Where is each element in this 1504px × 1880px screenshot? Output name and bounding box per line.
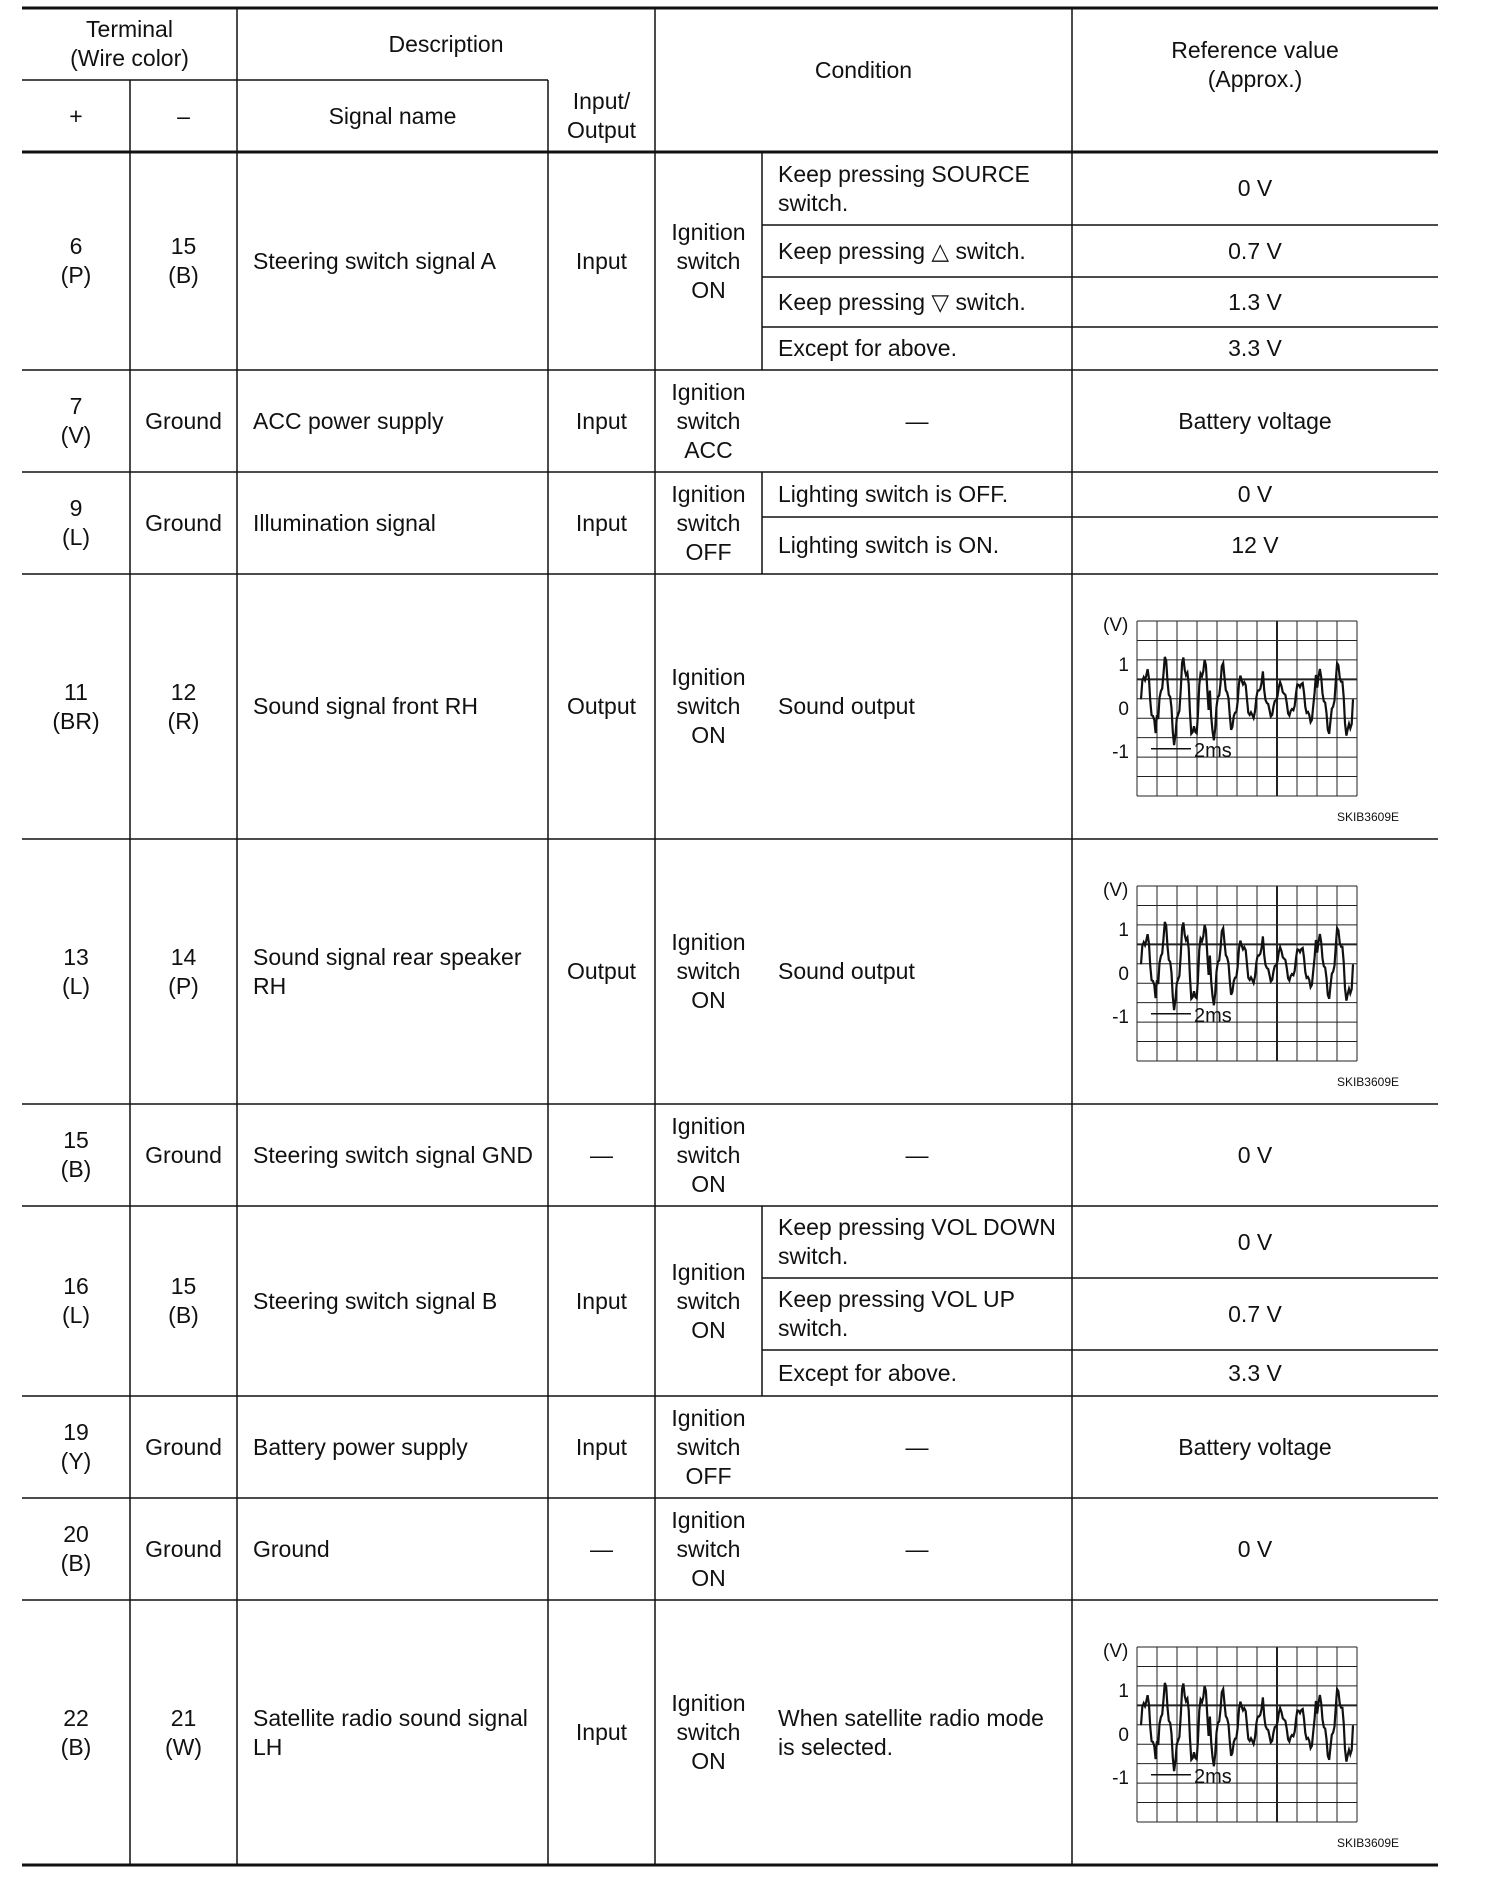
terminal-plus-line: 16 — [63, 1273, 89, 1299]
header-signal-name-line: Signal name — [328, 102, 457, 129]
graph-tick-label: -1 — [1112, 1768, 1129, 1789]
condition-detail — [762, 574, 1072, 839]
condition-detail-line: — — [905, 1433, 929, 1460]
ignition-condition-line: ON — [691, 1564, 726, 1591]
graph-tick-label: 0 — [1118, 699, 1129, 720]
condition-detail — [762, 1600, 1072, 1865]
terminal-minus — [130, 574, 237, 839]
condition-detail-line: — — [905, 1535, 929, 1562]
input-output-line: Input — [575, 247, 628, 274]
terminal-plus-line: (B) — [60, 1156, 92, 1182]
terminal-plus — [22, 1600, 130, 1865]
terminal-minus-line: (B) — [168, 1302, 199, 1328]
condition-detail — [762, 1396, 1072, 1498]
ignition-condition-line: Ignition — [671, 1112, 746, 1139]
ignition-condition-line: Ignition — [671, 664, 746, 690]
condition-detail — [762, 1206, 1072, 1278]
condition-detail-line: When satellite radio mode — [778, 1704, 1044, 1731]
terminal-minus-line: 12 — [170, 678, 197, 705]
header-signal-name — [237, 80, 548, 152]
terminal-minus — [130, 1396, 237, 1498]
waveform-trace — [1141, 1683, 1353, 1771]
header-reference — [1072, 8, 1438, 122]
header-input-output — [548, 80, 655, 152]
header-minus — [130, 80, 237, 152]
input-output-line: — — [590, 1141, 613, 1168]
ignition-condition-line: switch — [676, 1535, 741, 1562]
terminal-plus — [22, 1206, 130, 1396]
ignition-condition — [655, 574, 762, 839]
graph-tick-label: 0 — [1118, 964, 1129, 985]
ignition-condition-line: ACC — [684, 436, 733, 463]
ignition-condition — [655, 152, 762, 370]
header-description-line: Description — [388, 30, 504, 57]
header-terminal-line: (Wire color) — [70, 45, 189, 71]
reference-value — [1072, 1396, 1438, 1498]
signal-name — [237, 1396, 548, 1498]
terminal-plus-line: (L) — [61, 1302, 91, 1328]
ignition-condition-line: switch — [676, 247, 741, 274]
signal-name-line: ACC power supply — [253, 407, 444, 434]
graph-tick-label: 0 — [1118, 1725, 1129, 1746]
header-terminal — [22, 8, 237, 80]
terminal-plus — [22, 152, 130, 370]
condition-detail-line: Keep pressing SOURCE — [778, 160, 1030, 187]
condition-detail — [762, 1350, 1072, 1396]
ignition-condition-line: switch — [676, 1287, 741, 1314]
condition-detail — [762, 839, 1072, 1104]
reference-value-line: 3.3 V — [1228, 1359, 1282, 1386]
ignition-condition-line: ON — [691, 1748, 726, 1774]
input-output-line: — — [590, 1535, 613, 1562]
terminal-plus-line: (B) — [60, 1733, 92, 1760]
input-output — [548, 1206, 655, 1396]
terminal-plus-line: 20 — [63, 1521, 89, 1547]
signal-name-line: Steering switch signal A — [253, 247, 496, 274]
terminal-plus-line: (Y) — [60, 1448, 92, 1474]
waveform-trace — [1141, 922, 1353, 1010]
terminal-minus-line: (B) — [168, 262, 199, 288]
condition-detail-line: switch. — [778, 1243, 849, 1269]
condition-detail-line: Except for above. — [778, 335, 957, 361]
condition-detail — [762, 225, 1072, 277]
graph-tick-label: -1 — [1112, 742, 1129, 763]
terminal-plus — [22, 1104, 130, 1206]
terminal-minus-line: (W) — [164, 1733, 203, 1760]
header-reference-line: (Approx.) — [1207, 66, 1303, 92]
figure-code: SKIB3609E — [1336, 1836, 1399, 1850]
signal-name — [237, 1104, 548, 1206]
signal-name — [237, 472, 548, 574]
reference-value — [1072, 1350, 1438, 1396]
terminal-plus — [22, 472, 130, 574]
terminal-plus — [22, 574, 130, 839]
terminal-plus-line: (BR) — [52, 707, 100, 734]
ignition-condition — [655, 1206, 762, 1396]
graph-time-label: 2ms — [1194, 1004, 1232, 1027]
condition-detail — [762, 152, 1072, 225]
reference-value-line: 1.3 V — [1228, 288, 1282, 315]
ignition-condition-line: Ignition — [671, 1258, 746, 1285]
ignition-condition-line: ON — [691, 1170, 726, 1197]
graph-tick-label: 1 — [1118, 920, 1129, 941]
reference-value-line: 0 V — [1237, 1228, 1273, 1255]
input-output-line: Output — [566, 693, 637, 719]
reference-value-line: 0.7 V — [1228, 1300, 1282, 1327]
signal-name — [237, 1600, 548, 1865]
reference-value — [1072, 517, 1438, 574]
terminal-minus-line: Ground — [145, 1535, 222, 1562]
ignition-condition-line: ON — [691, 722, 726, 748]
reference-value-line: Battery voltage — [1178, 1433, 1332, 1460]
header-input-output-line: Input/ — [572, 88, 631, 114]
input-output-line: Input — [575, 407, 628, 434]
reference-value-line: 0 V — [1237, 1535, 1273, 1562]
reference-value — [1072, 472, 1438, 517]
reference-value-line: 0 V — [1237, 1141, 1273, 1168]
terminal-minus — [130, 370, 237, 472]
signal-name — [237, 574, 548, 839]
graph-unit-label: (V) — [1103, 880, 1129, 901]
reference-value-line: Battery voltage — [1178, 407, 1332, 434]
ignition-condition-line: ON — [691, 1316, 726, 1343]
reference-value — [1072, 277, 1438, 327]
reference-value-line: 0 V — [1237, 175, 1273, 201]
terminal-minus-line: Ground — [145, 1433, 222, 1460]
ignition-condition — [655, 1104, 762, 1206]
input-output-line: Input — [575, 509, 628, 536]
signal-name — [237, 1498, 548, 1600]
condition-detail-line: Lighting switch is ON. — [778, 532, 1000, 558]
terminal-minus-line: Ground — [145, 1141, 222, 1168]
condition-detail-line: — — [905, 1141, 929, 1168]
header-condition — [655, 8, 1072, 132]
input-output-line: Input — [575, 1287, 628, 1314]
signal-name — [237, 370, 548, 472]
signal-name — [237, 839, 548, 1104]
terminal-minus — [130, 152, 237, 370]
terminal-plus — [22, 1396, 130, 1498]
terminal-minus-line: (P) — [168, 972, 199, 999]
terminal-plus — [22, 1498, 130, 1600]
condition-detail — [762, 1104, 1072, 1206]
condition-detail-line: Sound output — [778, 958, 915, 984]
signal-name — [237, 152, 548, 370]
condition-detail-line: Keep pressing △ switch. — [778, 237, 1026, 264]
reference-value — [1072, 1104, 1438, 1206]
terminal-plus-line: (P) — [60, 262, 92, 288]
ignition-condition — [655, 1396, 762, 1498]
ignition-condition-line: switch — [676, 407, 741, 434]
terminal-plus-line: 15 — [63, 1127, 89, 1153]
waveform-graph — [1137, 621, 1357, 796]
ignition-condition — [655, 1498, 762, 1600]
terminal-minus — [130, 1206, 237, 1396]
signal-name-line: Sound signal rear speaker — [253, 943, 522, 970]
ignition-condition-line: switch — [676, 1141, 741, 1168]
terminal-plus — [22, 370, 130, 472]
input-output — [548, 472, 655, 574]
terminal-minus-line: 15 — [170, 233, 197, 259]
terminal-plus-line: (L) — [61, 524, 91, 550]
signal-name-line: RH — [253, 972, 287, 999]
ignition-condition-line: Ignition — [671, 378, 746, 405]
condition-detail-line: Keep pressing VOL DOWN — [778, 1214, 1056, 1240]
ignition-condition-line: ON — [691, 276, 726, 303]
ignition-condition-line: Ignition — [671, 1506, 746, 1533]
condition-detail-line: switch. — [778, 189, 849, 216]
waveform-graph — [1137, 886, 1357, 1061]
condition-detail-line: Keep pressing ▽ switch. — [778, 288, 1026, 315]
header-plus-line: + — [69, 102, 83, 129]
reference-value — [1072, 1278, 1438, 1350]
terminal-minus — [130, 1498, 237, 1600]
input-output — [548, 1396, 655, 1498]
ignition-condition-line: Ignition — [671, 929, 746, 955]
terminal-minus-line: Ground — [145, 509, 222, 536]
input-output — [548, 839, 655, 1104]
signal-name-line: Satellite radio sound signal — [253, 1704, 528, 1731]
ignition-condition — [655, 472, 762, 574]
input-output — [548, 1104, 655, 1206]
input-output-line: Input — [575, 1433, 628, 1460]
figure-code: SKIB3609E — [1336, 810, 1399, 824]
terminal-plus-line: (L) — [61, 972, 91, 999]
input-output-line: Output — [566, 958, 637, 984]
ignition-condition-line: Ignition — [671, 1404, 746, 1431]
ignition-condition-line: OFF — [685, 1462, 732, 1489]
condition-detail-line: Sound output — [778, 693, 915, 719]
input-output-line: Input — [575, 1719, 628, 1745]
condition-detail-line: Except for above. — [778, 1359, 957, 1386]
terminal-minus — [130, 1600, 237, 1865]
terminal-minus-line: Ground — [145, 407, 222, 434]
signal-name-line: Steering switch signal GND — [253, 1141, 533, 1168]
terminal-plus — [22, 839, 130, 1104]
terminal-minus — [130, 472, 237, 574]
reference-value-line: 12 V — [1231, 532, 1279, 558]
signal-name-line: Ground — [253, 1535, 330, 1562]
terminal-minus-line: 15 — [170, 1273, 197, 1299]
condition-detail — [762, 472, 1072, 517]
ignition-condition-line: switch — [676, 958, 741, 984]
graph-tick-label: 1 — [1118, 1681, 1129, 1702]
ignition-condition — [655, 370, 762, 472]
terminal-plus-line: (B) — [60, 1550, 92, 1576]
terminal-plus-line: 7 — [69, 393, 83, 419]
waveform-trace — [1141, 657, 1353, 745]
input-output — [548, 574, 655, 839]
reference-value — [1072, 370, 1438, 472]
graph-tick-label: -1 — [1112, 1007, 1129, 1028]
figure-code: SKIB3609E — [1336, 1075, 1399, 1089]
condition-detail — [762, 327, 1072, 370]
input-output — [548, 1498, 655, 1600]
reference-value — [1072, 225, 1438, 277]
header-description — [237, 8, 655, 80]
reference-value — [1072, 152, 1438, 225]
ignition-condition-line: Ignition — [671, 218, 746, 245]
condition-detail — [762, 1498, 1072, 1600]
ignition-condition-line: Ignition — [671, 480, 746, 507]
terminal-plus-line: 11 — [64, 678, 88, 705]
condition-detail — [762, 1278, 1072, 1350]
ignition-condition-line: switch — [676, 1433, 741, 1460]
ignition-condition-line: Ignition — [671, 1690, 746, 1716]
signal-name-line: Battery power supply — [253, 1433, 468, 1460]
condition-detail-line: Lighting switch is OFF. — [778, 481, 1009, 507]
terminal-minus — [130, 1104, 237, 1206]
condition-detail — [762, 370, 1072, 472]
ignition-condition-line: switch — [676, 509, 741, 536]
reference-value-line: 0.7 V — [1228, 237, 1282, 264]
reference-value-line: 0 V — [1237, 481, 1273, 507]
terminal-minus — [130, 839, 237, 1104]
condition-detail-line: — — [905, 407, 929, 434]
header-input-output-line: Output — [566, 117, 637, 143]
terminal-minus-line: 14 — [170, 943, 197, 970]
input-output — [548, 1600, 655, 1865]
header-plus — [22, 80, 130, 152]
reference-value-line: 3.3 V — [1228, 335, 1282, 361]
signal-name — [237, 1206, 548, 1396]
reference-value — [1072, 1206, 1438, 1278]
ignition-condition-line: switch — [676, 1719, 741, 1745]
terminal-plus-line: 6 — [69, 233, 83, 259]
header-minus-line: – — [177, 102, 190, 129]
terminal-plus-line: 13 — [63, 943, 89, 970]
terminal-plus-line: 19 — [63, 1419, 89, 1445]
ignition-condition-line: ON — [691, 987, 726, 1013]
graph-unit-label: (V) — [1103, 1641, 1129, 1662]
signal-name-line: Sound signal front RH — [253, 693, 479, 719]
terminal-minus-line: 21 — [170, 1704, 197, 1731]
signal-name-line: Illumination signal — [253, 509, 436, 536]
ignition-condition-line: OFF — [685, 538, 732, 565]
terminal-plus-line: 9 — [69, 495, 83, 521]
ignition-condition — [655, 839, 762, 1104]
condition-detail-line: Keep pressing VOL UP — [778, 1286, 1015, 1312]
graph-tick-label: 1 — [1118, 655, 1129, 676]
header-reference-line: Reference value — [1171, 37, 1339, 63]
header-condition-line: Condition — [814, 56, 913, 83]
condition-detail — [762, 277, 1072, 327]
header-terminal-line: Terminal — [86, 16, 173, 42]
signal-name-line: LH — [253, 1733, 283, 1760]
condition-detail-line: is selected. — [778, 1733, 894, 1760]
terminal-plus-line: 22 — [63, 1704, 89, 1731]
condition-detail-line: switch. — [778, 1315, 849, 1341]
waveform-graph — [1137, 1647, 1357, 1822]
ignition-condition-line: switch — [676, 693, 741, 719]
graph-unit-label: (V) — [1103, 615, 1129, 636]
signal-name-line: Steering switch signal B — [253, 1287, 498, 1314]
input-output — [548, 152, 655, 370]
terminal-plus-line: (V) — [60, 422, 92, 448]
reference-value — [1072, 1498, 1438, 1600]
graph-time-label: 2ms — [1194, 1765, 1232, 1788]
input-output — [548, 370, 655, 472]
reference-value — [1072, 327, 1438, 370]
terminal-minus-line: (R) — [167, 707, 200, 734]
ignition-condition — [655, 1600, 762, 1865]
condition-detail — [762, 517, 1072, 574]
graph-time-label: 2ms — [1194, 739, 1232, 762]
